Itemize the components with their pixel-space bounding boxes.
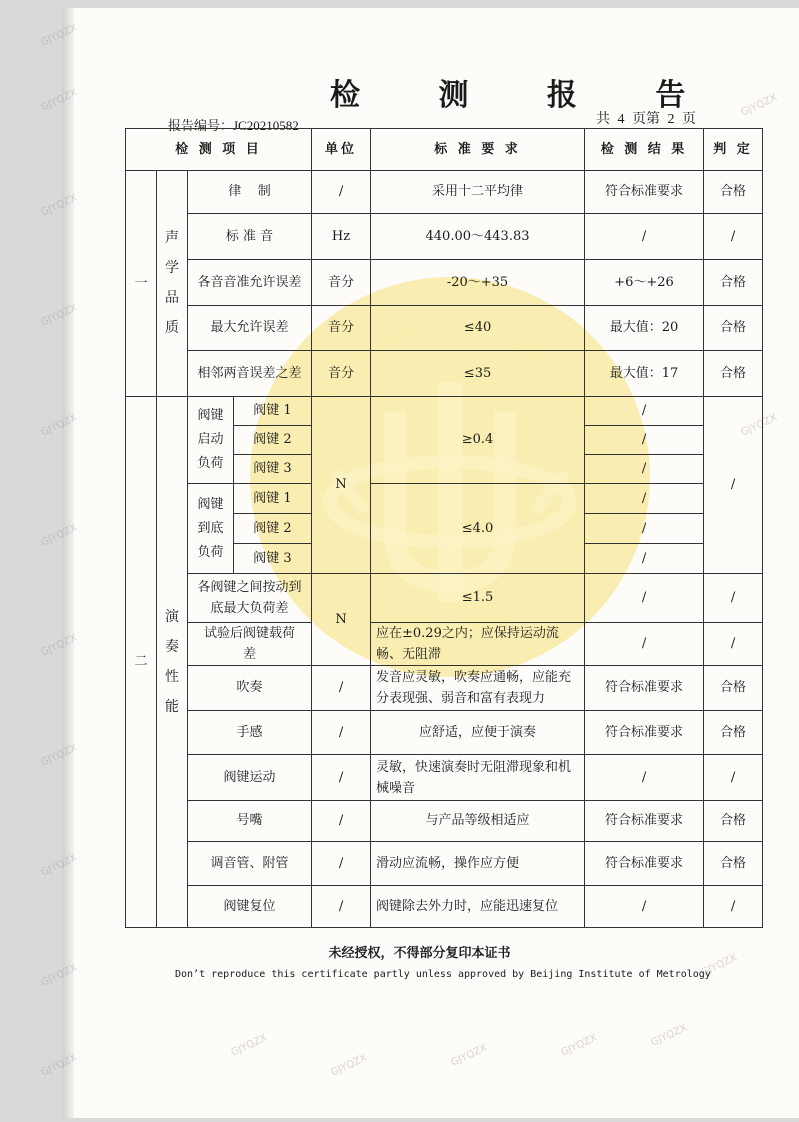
- result-cell: +6～+26: [585, 260, 704, 306]
- background-mark: GJYQZX: [39, 522, 79, 549]
- standard-cell: 阀键除去外力时，应能迅速复位: [371, 886, 585, 928]
- result-cell: 符合标准要求: [585, 666, 704, 711]
- item-cell: 调音管、附管: [188, 842, 312, 886]
- table-row: [126, 755, 763, 801]
- unit-cell: /: [312, 711, 371, 755]
- standard-cell: 采用十二平均律: [371, 171, 585, 214]
- verdict-cell: 合格: [704, 260, 763, 306]
- verdict-cell: /: [704, 623, 763, 666]
- section-index: 二: [126, 397, 157, 928]
- table-row: [126, 623, 763, 666]
- unit-cell: 音分: [312, 351, 371, 397]
- load-verdict: /: [704, 397, 763, 574]
- background-mark: GJYQZX: [699, 952, 739, 979]
- start-load-label: [188, 397, 234, 484]
- standard-cell: ≤1.5: [371, 574, 585, 623]
- header-standard: 标 准 要 求: [371, 129, 585, 171]
- background-mark: GJYQZX: [39, 412, 79, 439]
- key-cell: 阀键 3: [234, 455, 312, 484]
- item-cell: 律 制: [188, 171, 312, 214]
- unit-cell: 音分: [312, 260, 371, 306]
- result-cell: /: [585, 574, 704, 623]
- verdict-cell: 合格: [704, 306, 763, 351]
- section-category: [157, 397, 188, 928]
- header-unit: 单位: [312, 129, 371, 171]
- table-row: [126, 886, 763, 928]
- result-cell: /: [585, 455, 704, 484]
- item-cell: 试验后阀键载荷差: [188, 623, 312, 666]
- key-cell: 阀键 2: [234, 426, 312, 455]
- result-cell: /: [585, 397, 704, 426]
- start-load-text: 阀键启动负荷: [197, 408, 224, 471]
- bottom-load-standard: ≤4.0: [371, 484, 585, 574]
- standard-cell: 440.00～443.83: [371, 214, 585, 260]
- verdict-cell: /: [704, 574, 763, 623]
- bottom-load-text: 阀键到底负荷: [197, 496, 224, 560]
- unit-cell: /: [312, 171, 371, 214]
- verdict-cell: 合格: [704, 711, 763, 755]
- key-cell: 阀键 1: [234, 397, 312, 426]
- result-cell: 最大值：17: [585, 351, 704, 397]
- table-row: [126, 306, 763, 351]
- background-mark: GJYQZX: [739, 412, 779, 439]
- item-cell: 阀键运动: [188, 755, 312, 801]
- result-cell: /: [585, 484, 704, 514]
- unit-cell: Hz: [312, 214, 371, 260]
- key-cell: 阀键 1: [234, 484, 312, 514]
- result-cell: 符合标准要求: [585, 801, 704, 842]
- result-cell: 最大值：20: [585, 306, 704, 351]
- background-mark: GJYQZX: [39, 87, 79, 114]
- item-cell: 各音音准允许误差: [188, 260, 312, 306]
- result-cell: 符合标准要求: [585, 171, 704, 214]
- result-cell: /: [585, 426, 704, 455]
- item-cell: 相邻两音误差之差: [188, 351, 312, 397]
- background-mark: GJYQZX: [39, 22, 79, 49]
- background-mark: GJYQZX: [39, 1052, 79, 1079]
- table-row: [126, 484, 763, 514]
- header-verdict: 判 定: [704, 129, 763, 171]
- item-cell: 手感: [188, 711, 312, 755]
- footer-notice-en: Don’t reproduce this certificate partly unless approved by Beijing Institute of Metrology: [175, 969, 711, 980]
- load-unit: N: [312, 397, 371, 574]
- background-mark: GJYQZX: [449, 1042, 489, 1069]
- item-cell: 吹奏: [188, 666, 312, 711]
- standard-cell: ≤40: [371, 306, 585, 351]
- background-mark: GJYQZX: [329, 1052, 369, 1079]
- result-cell: /: [585, 755, 704, 801]
- background-mark: GJYQZX: [39, 962, 79, 989]
- standard-cell: -20～+35: [371, 260, 585, 306]
- header-item: 检 测 项 目: [126, 129, 312, 171]
- bottom-load-label: [188, 484, 234, 574]
- background-mark: GJYQZX: [39, 302, 79, 329]
- result-cell: /: [585, 214, 704, 260]
- report-number: 报告编号：JC20210582: [168, 118, 299, 133]
- section-category-text: 声学品质: [165, 230, 179, 336]
- result-cell: /: [585, 886, 704, 928]
- background-mark: GJYQZX: [39, 742, 79, 769]
- inspection-table: [125, 128, 763, 928]
- header-result: 检 测 结 果: [585, 129, 704, 171]
- table-row: [126, 574, 763, 623]
- unit-cell: /: [312, 666, 371, 711]
- verdict-cell: /: [704, 214, 763, 260]
- result-cell: /: [585, 544, 704, 574]
- table-row: [126, 351, 763, 397]
- background-mark: GJYQZX: [739, 92, 779, 119]
- standard-cell: 与产品等级相适应: [371, 801, 585, 842]
- item-cell: 最大允许误差: [188, 306, 312, 351]
- report-title: 检 测 报 告: [330, 78, 720, 113]
- result-cell: 符合标准要求: [585, 842, 704, 886]
- verdict-cell: 合格: [704, 842, 763, 886]
- verdict-cell: 合格: [704, 351, 763, 397]
- table-row: [126, 260, 763, 306]
- table-row: [126, 397, 763, 426]
- background-mark: GJYQZX: [39, 852, 79, 879]
- background-mark: GJYQZX: [39, 192, 79, 219]
- unit-cell: /: [312, 842, 371, 886]
- standard-cell: 滑动应流畅，操作应方便: [371, 842, 585, 886]
- verdict-cell: 合格: [704, 666, 763, 711]
- table-row: [126, 801, 763, 842]
- background-mark: GJYQZX: [649, 1022, 689, 1049]
- standard-cell: 发音应灵敏，吹奏应通畅，应能充分表现强、弱音和富有表现力: [371, 666, 585, 711]
- page-indicator: 共 4 页第 2 页: [596, 112, 696, 127]
- footer-notice-cn: 未经授权，不得部分复印本证书: [328, 946, 511, 961]
- background-mark: GJYQZX: [229, 1032, 269, 1059]
- section-index: 一: [126, 171, 157, 397]
- background-mark: GJYQZX: [559, 1032, 599, 1059]
- item-cell: 各阀键之间按动到底最大负荷差: [188, 574, 312, 623]
- item-cell: 号嘴: [188, 801, 312, 842]
- section-category: [157, 171, 188, 397]
- header-row: [126, 129, 763, 171]
- diff-unit: N: [312, 574, 371, 666]
- standard-cell: ≤35: [371, 351, 585, 397]
- table-row: [126, 711, 763, 755]
- verdict-cell: 合格: [704, 801, 763, 842]
- result-cell: /: [585, 623, 704, 666]
- key-cell: 阀键 3: [234, 544, 312, 574]
- unit-cell: /: [312, 755, 371, 801]
- result-cell: /: [585, 514, 704, 544]
- result-cell: 符合标准要求: [585, 711, 704, 755]
- key-cell: 阀键 2: [234, 514, 312, 544]
- verdict-cell: 合格: [704, 171, 763, 214]
- verdict-cell: /: [704, 886, 763, 928]
- item-cell: 阀键复位: [188, 886, 312, 928]
- table-row: [126, 171, 763, 214]
- table-row: [126, 214, 763, 260]
- standard-cell: 灵敏，快速演奏时无阻滞现象和机械噪音: [371, 755, 585, 801]
- table-row: [126, 666, 763, 711]
- standard-cell: 应在±0.29之内；应保持运动流畅、无阻滞: [371, 623, 585, 666]
- unit-cell: 音分: [312, 306, 371, 351]
- unit-cell: /: [312, 886, 371, 928]
- table-row: [126, 842, 763, 886]
- background-mark: GJYQZX: [39, 632, 79, 659]
- item-cell: 标 准 音: [188, 214, 312, 260]
- standard-cell: 应舒适，应便于演奏: [371, 711, 585, 755]
- start-load-standard: ≥0.4: [371, 397, 585, 484]
- unit-cell: /: [312, 801, 371, 842]
- section-category-text: 演奏性能: [165, 608, 179, 715]
- verdict-cell: /: [704, 755, 763, 801]
